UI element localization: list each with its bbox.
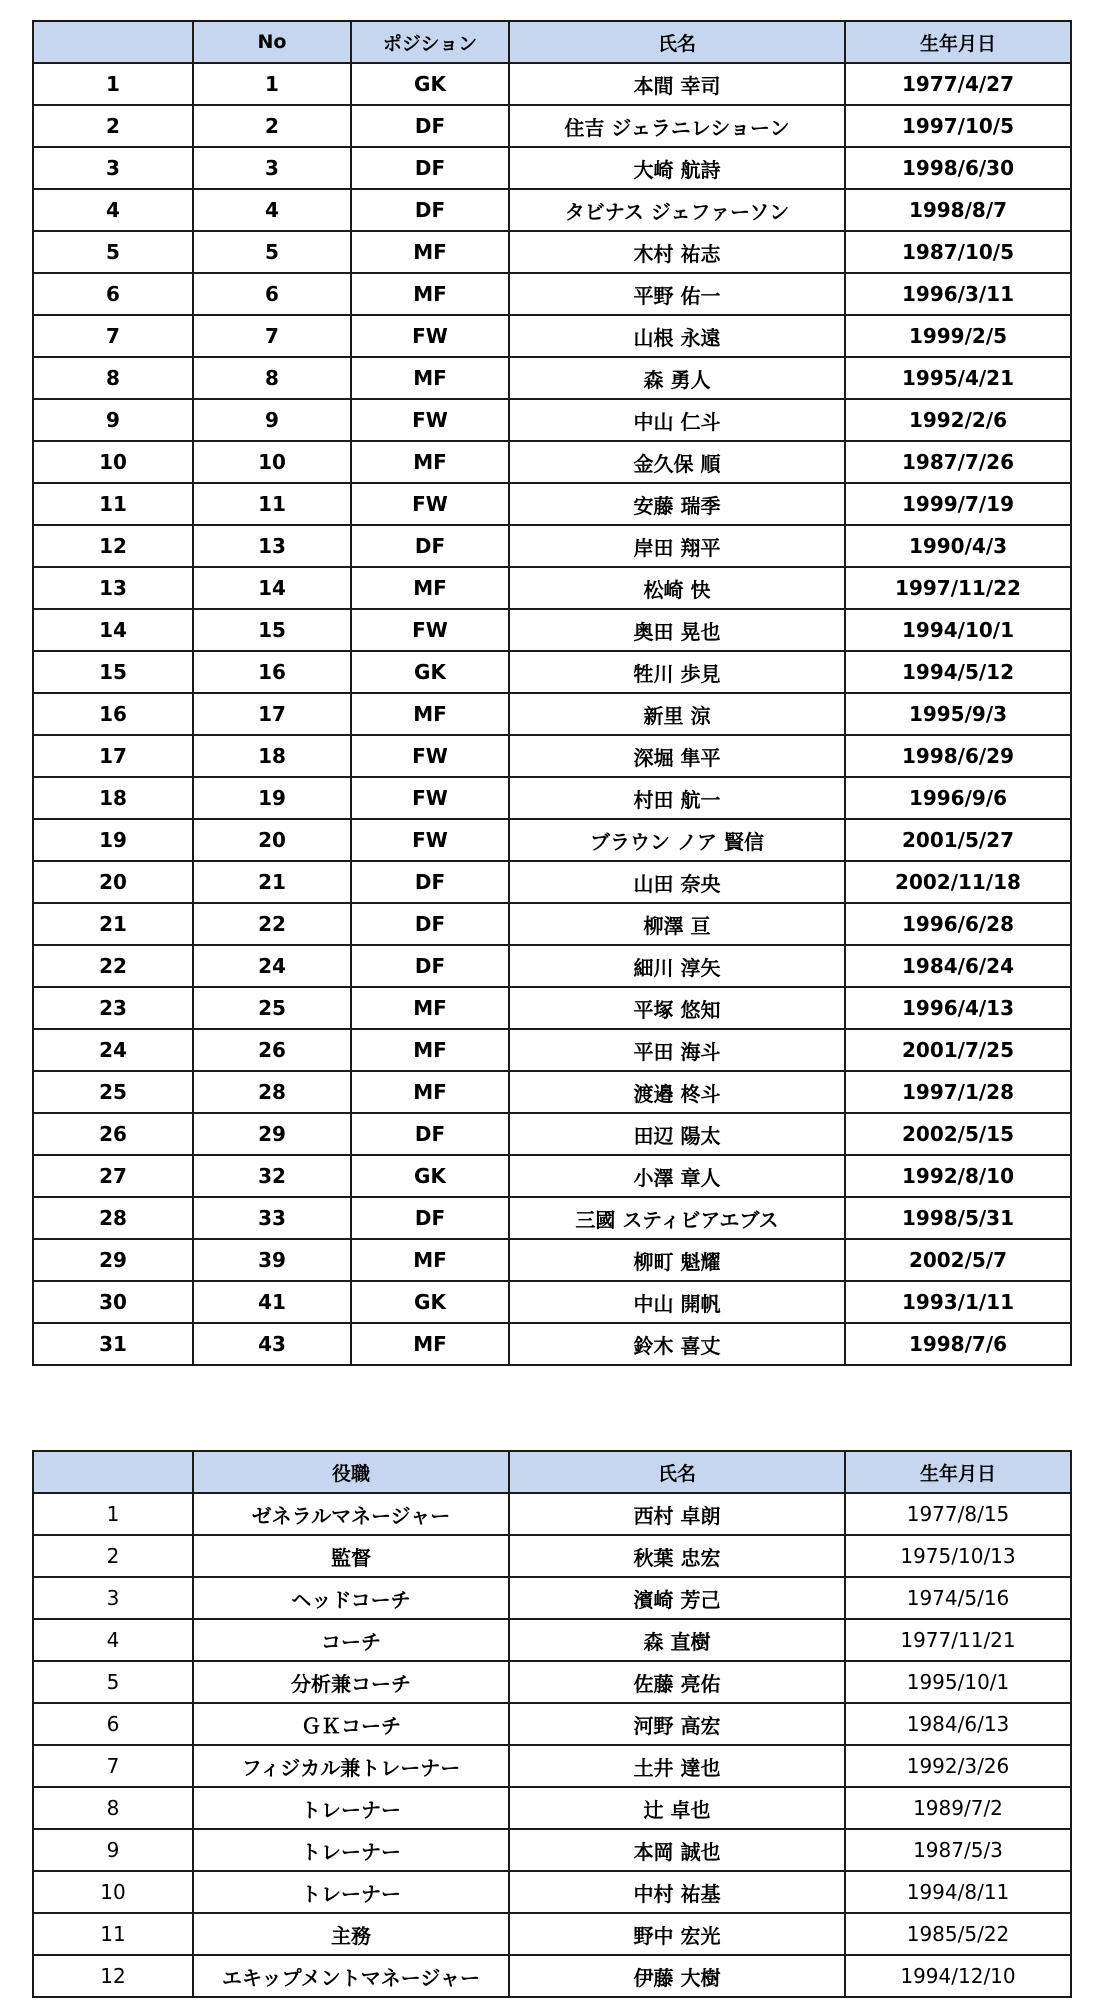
player-index-cell: 29: [33, 1239, 193, 1281]
staff-row: [33, 1577, 1071, 1619]
player-index-cell: 20: [33, 861, 193, 903]
player-row: [33, 1071, 1071, 1113]
player-birthdate-cell: 1999/2/5: [845, 315, 1071, 357]
player-name-cell: 三國 スティビアエブス: [509, 1197, 845, 1239]
player-name-cell: 平野 佑一: [509, 273, 845, 315]
player-name-cell: 金久保 順: [509, 441, 845, 483]
player-row: [33, 693, 1071, 735]
players-header-number: No: [193, 21, 351, 63]
player-number-cell: 4: [193, 189, 351, 231]
staff-header-role: 役職: [193, 1451, 509, 1493]
player-row: [33, 651, 1071, 693]
player-birthdate-cell: 1996/6/28: [845, 903, 1071, 945]
player-row: [33, 525, 1071, 567]
player-index-cell: 25: [33, 1071, 193, 1113]
staff-row: [33, 1913, 1071, 1955]
staff-row: [33, 1745, 1071, 1787]
player-position-cell: GK: [351, 1281, 509, 1323]
player-number-cell: 9: [193, 399, 351, 441]
player-index-cell: 19: [33, 819, 193, 861]
player-row: [33, 483, 1071, 525]
player-position-cell: FW: [351, 483, 509, 525]
player-name-cell: 岸田 翔平: [509, 525, 845, 567]
players-header-birthdate: 生年月日: [845, 21, 1071, 63]
player-number-cell: 13: [193, 525, 351, 567]
player-birthdate-cell: 1998/8/7: [845, 189, 1071, 231]
staff-row: [33, 1955, 1071, 1997]
staff-role-cell: 監督: [193, 1535, 509, 1577]
staff-birthdate-cell: 1977/8/15: [845, 1493, 1071, 1535]
player-row: [33, 105, 1071, 147]
player-row: [33, 1155, 1071, 1197]
staff-index-cell: 10: [33, 1871, 193, 1913]
player-number-cell: 43: [193, 1323, 351, 1365]
player-name-cell: 山田 奈央: [509, 861, 845, 903]
staff-name-cell: 森 直樹: [509, 1619, 845, 1661]
staff-header-birthdate: 生年月日: [845, 1451, 1071, 1493]
player-name-cell: 小澤 章人: [509, 1155, 845, 1197]
player-birthdate-cell: 1995/9/3: [845, 693, 1071, 735]
player-number-cell: 25: [193, 987, 351, 1029]
player-number-cell: 22: [193, 903, 351, 945]
player-number-cell: 21: [193, 861, 351, 903]
player-name-cell: 松崎 快: [509, 567, 845, 609]
player-position-cell: FW: [351, 315, 509, 357]
player-birthdate-cell: 1997/11/22: [845, 567, 1071, 609]
player-position-cell: FW: [351, 609, 509, 651]
player-birthdate-cell: 1987/10/5: [845, 231, 1071, 273]
player-index-cell: 14: [33, 609, 193, 651]
players-header-index: [33, 21, 193, 63]
staff-role-cell: フィジカル兼トレーナー: [193, 1745, 509, 1787]
player-position-cell: MF: [351, 273, 509, 315]
player-index-cell: 31: [33, 1323, 193, 1365]
player-birthdate-cell: 1994/10/1: [845, 609, 1071, 651]
player-index-cell: 22: [33, 945, 193, 987]
player-position-cell: DF: [351, 1197, 509, 1239]
staff-name-cell: 辻 卓也: [509, 1787, 845, 1829]
player-position-cell: DF: [351, 903, 509, 945]
player-name-cell: タビナス ジェファーソン: [509, 189, 845, 231]
staff-index-cell: 11: [33, 1913, 193, 1955]
player-row: [33, 231, 1071, 273]
staff-header-name: 氏名: [509, 1451, 845, 1493]
player-name-cell: 奥田 晃也: [509, 609, 845, 651]
player-position-cell: FW: [351, 777, 509, 819]
player-birthdate-cell: 1977/4/27: [845, 63, 1071, 105]
player-number-cell: 39: [193, 1239, 351, 1281]
player-birthdate-cell: 1993/1/11: [845, 1281, 1071, 1323]
staff-row: [33, 1661, 1071, 1703]
player-name-cell: 柳町 魁耀: [509, 1239, 845, 1281]
player-number-cell: 7: [193, 315, 351, 357]
player-name-cell: 牲川 歩見: [509, 651, 845, 693]
staff-birthdate-cell: 1985/5/22: [845, 1913, 1071, 1955]
staff-name-cell: 佐藤 亮佑: [509, 1661, 845, 1703]
staff-role-cell: 主務: [193, 1913, 509, 1955]
player-position-cell: FW: [351, 399, 509, 441]
staff-birthdate-cell: 1995/10/1: [845, 1661, 1071, 1703]
player-row: [33, 567, 1071, 609]
player-name-cell: ブラウン ノア 賢信: [509, 819, 845, 861]
staff-index-cell: 2: [33, 1535, 193, 1577]
player-birthdate-cell: 1998/6/29: [845, 735, 1071, 777]
player-birthdate-cell: 1998/7/6: [845, 1323, 1071, 1365]
player-birthdate-cell: 2001/7/25: [845, 1029, 1071, 1071]
player-name-cell: 平田 海斗: [509, 1029, 845, 1071]
player-number-cell: 5: [193, 231, 351, 273]
player-number-cell: 24: [193, 945, 351, 987]
players-header-name: 氏名: [509, 21, 845, 63]
player-name-cell: 中山 開帆: [509, 1281, 845, 1323]
player-row: [33, 357, 1071, 399]
player-number-cell: 41: [193, 1281, 351, 1323]
player-number-cell: 17: [193, 693, 351, 735]
staff-row: [33, 1871, 1071, 1913]
player-index-cell: 10: [33, 441, 193, 483]
player-birthdate-cell: 1998/5/31: [845, 1197, 1071, 1239]
player-number-cell: 16: [193, 651, 351, 693]
player-birthdate-cell: 1996/4/13: [845, 987, 1071, 1029]
player-birthdate-cell: 2002/11/18: [845, 861, 1071, 903]
player-position-cell: MF: [351, 1239, 509, 1281]
player-index-cell: 28: [33, 1197, 193, 1239]
player-index-cell: 2: [33, 105, 193, 147]
staff-index-cell: 8: [33, 1787, 193, 1829]
player-row: [33, 147, 1071, 189]
player-row: [33, 819, 1071, 861]
players-table: [32, 20, 1072, 1366]
staff-birthdate-cell: 1989/7/2: [845, 1787, 1071, 1829]
player-index-cell: 18: [33, 777, 193, 819]
player-number-cell: 20: [193, 819, 351, 861]
player-birthdate-cell: 1994/5/12: [845, 651, 1071, 693]
player-number-cell: 19: [193, 777, 351, 819]
staff-name-cell: 西村 卓朗: [509, 1493, 845, 1535]
staff-birthdate-cell: 1974/5/16: [845, 1577, 1071, 1619]
staff-index-cell: 9: [33, 1829, 193, 1871]
player-name-cell: 深堀 隼平: [509, 735, 845, 777]
player-position-cell: MF: [351, 693, 509, 735]
player-row: [33, 609, 1071, 651]
player-index-cell: 13: [33, 567, 193, 609]
player-birthdate-cell: 1987/7/26: [845, 441, 1071, 483]
staff-name-cell: 野中 宏光: [509, 1913, 845, 1955]
player-index-cell: 9: [33, 399, 193, 441]
player-number-cell: 14: [193, 567, 351, 609]
player-birthdate-cell: 1999/7/19: [845, 483, 1071, 525]
player-name-cell: 木村 祐志: [509, 231, 845, 273]
staff-index-cell: 12: [33, 1955, 193, 1997]
player-row: [33, 987, 1071, 1029]
player-row: [33, 861, 1071, 903]
player-number-cell: 29: [193, 1113, 351, 1155]
player-index-cell: 5: [33, 231, 193, 273]
player-birthdate-cell: 1997/10/5: [845, 105, 1071, 147]
player-row: [33, 1029, 1071, 1071]
staff-row: [33, 1787, 1071, 1829]
player-position-cell: GK: [351, 651, 509, 693]
player-number-cell: 11: [193, 483, 351, 525]
player-birthdate-cell: 2001/5/27: [845, 819, 1071, 861]
staff-row: [33, 1493, 1071, 1535]
player-position-cell: MF: [351, 987, 509, 1029]
player-position-cell: DF: [351, 189, 509, 231]
player-row: [33, 1197, 1071, 1239]
staff-role-cell: ゼネラルマネージャー: [193, 1493, 509, 1535]
player-row: [33, 441, 1071, 483]
player-birthdate-cell: 1990/4/3: [845, 525, 1071, 567]
players-header-row: [33, 21, 1071, 63]
player-birthdate-cell: 1992/2/6: [845, 399, 1071, 441]
player-position-cell: DF: [351, 861, 509, 903]
player-birthdate-cell: 1996/3/11: [845, 273, 1071, 315]
player-number-cell: 18: [193, 735, 351, 777]
staff-birthdate-cell: 1977/11/21: [845, 1619, 1071, 1661]
staff-name-cell: 秋葉 忠宏: [509, 1535, 845, 1577]
player-row: [33, 1323, 1071, 1365]
player-birthdate-cell: 1996/9/6: [845, 777, 1071, 819]
player-position-cell: GK: [351, 63, 509, 105]
player-name-cell: 住吉 ジェラニレショーン: [509, 105, 845, 147]
staff-role-cell: コーチ: [193, 1619, 509, 1661]
player-number-cell: 2: [193, 105, 351, 147]
player-name-cell: 山根 永遠: [509, 315, 845, 357]
player-position-cell: MF: [351, 567, 509, 609]
player-number-cell: 26: [193, 1029, 351, 1071]
player-position-cell: DF: [351, 945, 509, 987]
staff-index-cell: 6: [33, 1703, 193, 1745]
player-index-cell: 7: [33, 315, 193, 357]
player-index-cell: 1: [33, 63, 193, 105]
staff-birthdate-cell: 1984/6/13: [845, 1703, 1071, 1745]
player-birthdate-cell: 2002/5/7: [845, 1239, 1071, 1281]
player-name-cell: 安藤 瑞季: [509, 483, 845, 525]
player-row: [33, 945, 1071, 987]
staff-role-cell: トレーナー: [193, 1787, 509, 1829]
player-birthdate-cell: 1998/6/30: [845, 147, 1071, 189]
staff-role-cell: トレーナー: [193, 1829, 509, 1871]
player-name-cell: 鈴木 喜丈: [509, 1323, 845, 1365]
player-name-cell: 中山 仁斗: [509, 399, 845, 441]
staff-row: [33, 1703, 1071, 1745]
player-index-cell: 21: [33, 903, 193, 945]
player-name-cell: 平塚 悠知: [509, 987, 845, 1029]
player-position-cell: GK: [351, 1155, 509, 1197]
staff-role-cell: 分析兼コーチ: [193, 1661, 509, 1703]
staff-birthdate-cell: 1994/8/11: [845, 1871, 1071, 1913]
player-name-cell: 本間 幸司: [509, 63, 845, 105]
player-position-cell: MF: [351, 1323, 509, 1365]
player-position-cell: FW: [351, 735, 509, 777]
staff-row: [33, 1619, 1071, 1661]
player-position-cell: DF: [351, 525, 509, 567]
player-name-cell: 田辺 陽太: [509, 1113, 845, 1155]
staff-name-cell: 中村 祐基: [509, 1871, 845, 1913]
staff-name-cell: 伊藤 大樹: [509, 1955, 845, 1997]
player-position-cell: MF: [351, 357, 509, 399]
player-row: [33, 399, 1071, 441]
player-name-cell: 村田 航一: [509, 777, 845, 819]
player-name-cell: 新里 涼: [509, 693, 845, 735]
staff-birthdate-cell: 1994/12/10: [845, 1955, 1071, 1997]
player-number-cell: 28: [193, 1071, 351, 1113]
player-position-cell: FW: [351, 819, 509, 861]
player-name-cell: 大崎 航詩: [509, 147, 845, 189]
player-number-cell: 3: [193, 147, 351, 189]
player-index-cell: 6: [33, 273, 193, 315]
player-row: [33, 1113, 1071, 1155]
staff-name-cell: 濱崎 芳己: [509, 1577, 845, 1619]
player-position-cell: MF: [351, 231, 509, 273]
player-number-cell: 15: [193, 609, 351, 651]
staff-index-cell: 3: [33, 1577, 193, 1619]
player-number-cell: 6: [193, 273, 351, 315]
staff-index-cell: 1: [33, 1493, 193, 1535]
player-index-cell: 12: [33, 525, 193, 567]
staff-role-cell: ヘッドコーチ: [193, 1577, 509, 1619]
staff-table: [32, 1450, 1072, 1998]
player-number-cell: 1: [193, 63, 351, 105]
staff-index-cell: 7: [33, 1745, 193, 1787]
staff-name-cell: 本岡 誠也: [509, 1829, 845, 1871]
player-index-cell: 26: [33, 1113, 193, 1155]
staff-name-cell: 土井 達也: [509, 1745, 845, 1787]
player-index-cell: 27: [33, 1155, 193, 1197]
staff-name-cell: 河野 高宏: [509, 1703, 845, 1745]
player-position-cell: MF: [351, 1029, 509, 1071]
staff-role-cell: トレーナー: [193, 1871, 509, 1913]
player-row: [33, 1281, 1071, 1323]
staff-header-row: [33, 1451, 1071, 1493]
player-index-cell: 23: [33, 987, 193, 1029]
player-birthdate-cell: 2002/5/15: [845, 1113, 1071, 1155]
staff-role-cell: ＧＫコーチ: [193, 1703, 509, 1745]
player-index-cell: 4: [33, 189, 193, 231]
player-number-cell: 8: [193, 357, 351, 399]
player-position-cell: DF: [351, 1113, 509, 1155]
staff-role-cell: エキップメントマネージャー: [193, 1955, 509, 1997]
player-birthdate-cell: 1984/6/24: [845, 945, 1071, 987]
player-number-cell: 10: [193, 441, 351, 483]
player-name-cell: 森 勇人: [509, 357, 845, 399]
player-row: [33, 903, 1071, 945]
staff-birthdate-cell: 1992/3/26: [845, 1745, 1071, 1787]
player-index-cell: 24: [33, 1029, 193, 1071]
player-position-cell: DF: [351, 105, 509, 147]
player-position-cell: MF: [351, 441, 509, 483]
staff-header-index: [33, 1451, 193, 1493]
player-position-cell: MF: [351, 1071, 509, 1113]
staff-index-cell: 4: [33, 1619, 193, 1661]
player-index-cell: 16: [33, 693, 193, 735]
player-row: [33, 315, 1071, 357]
staff-birthdate-cell: 1987/5/3: [845, 1829, 1071, 1871]
player-row: [33, 189, 1071, 231]
player-birthdate-cell: 1992/8/10: [845, 1155, 1071, 1197]
staff-birthdate-cell: 1975/10/13: [845, 1535, 1071, 1577]
player-name-cell: 細川 淳矢: [509, 945, 845, 987]
player-number-cell: 33: [193, 1197, 351, 1239]
player-index-cell: 3: [33, 147, 193, 189]
staff-row: [33, 1829, 1071, 1871]
player-index-cell: 15: [33, 651, 193, 693]
player-index-cell: 30: [33, 1281, 193, 1323]
player-index-cell: 11: [33, 483, 193, 525]
player-birthdate-cell: 1995/4/21: [845, 357, 1071, 399]
player-number-cell: 32: [193, 1155, 351, 1197]
player-row: [33, 63, 1071, 105]
player-name-cell: 柳澤 亘: [509, 903, 845, 945]
player-index-cell: 17: [33, 735, 193, 777]
staff-row: [33, 1535, 1071, 1577]
player-row: [33, 1239, 1071, 1281]
player-birthdate-cell: 1997/1/28: [845, 1071, 1071, 1113]
player-row: [33, 273, 1071, 315]
player-row: [33, 777, 1071, 819]
player-row: [33, 735, 1071, 777]
player-index-cell: 8: [33, 357, 193, 399]
players-header-position: ポジション: [351, 21, 509, 63]
staff-index-cell: 5: [33, 1661, 193, 1703]
player-position-cell: DF: [351, 147, 509, 189]
player-name-cell: 渡邉 柊斗: [509, 1071, 845, 1113]
